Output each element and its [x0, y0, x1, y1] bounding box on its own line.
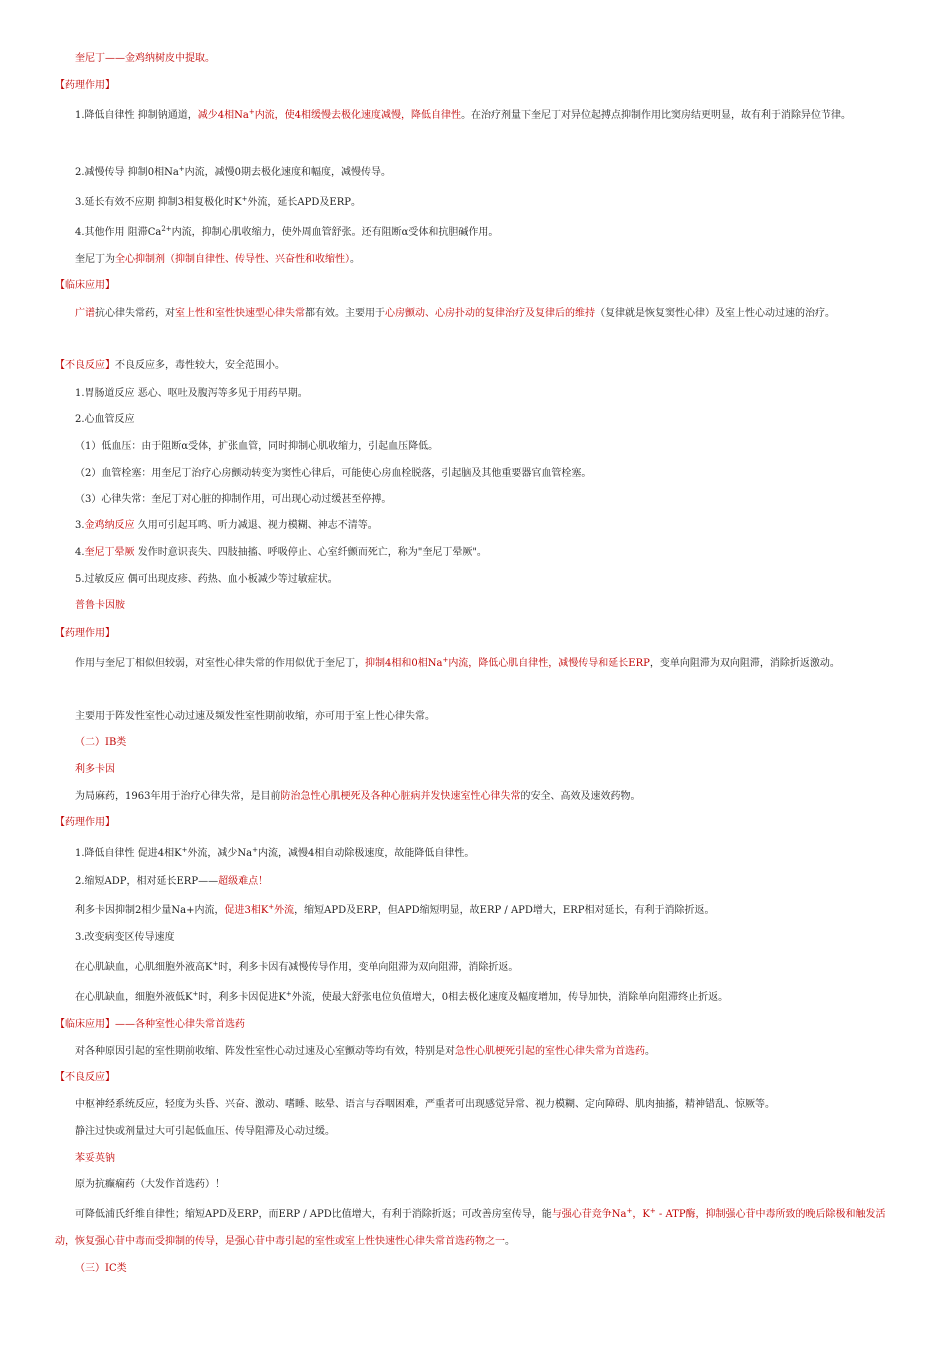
quinidine-effect-3: 3.延长有效不应期 抑制3相复极化时K+外流，延长APD及ERP。	[75, 195, 361, 208]
quinidine-adverse-5: 5.过敏反应 偶可出现皮疹、药热、血小板减少等过敏症状。	[75, 574, 338, 585]
quinidine-adverse-2c: （3）心律失常：奎尼丁对心脏的抑制作用，可出现心动过缓甚至停搏。	[75, 494, 392, 505]
quinidine-adverse-1: 1.胃肠道反应 恶心、呕吐及腹泻等多见于用药早期。	[75, 388, 308, 399]
lidocaine-clinical: 对各种原因引起的室性期前收缩、阵发性室性心动过速及心室颤动等均有效，特别是对急性心肌梗死引起的室性心律失常为首选药。	[75, 1046, 655, 1057]
lidocaine-effect-3a: 在心肌缺血，心肌细胞外液高K+时，利多卡因有减慢传导作用，变单向阻滞为双向阻滞，消除折返。	[75, 960, 519, 973]
section-heading-clinical-2: 【临床应用】——各种室性心律失常首选药	[55, 1019, 245, 1030]
phenytoin-intro: 原为抗癫痫药（大发作首选药）！	[75, 1179, 225, 1190]
lidocaine-intro: 为局麻药，1963年用于治疗心律失常，是目前防治急性心肌梗死及各种心脏病并发快速室性心律失常的安全、高效及速效药物。	[75, 791, 641, 802]
lidocaine-effect-1: 1.降低自律性 促进4相K+外流，减少Na+内流，减慢4相自动除极速度，故能降低自律性。	[75, 846, 475, 859]
quinidine-adverse-2b: （2）血管栓塞：用奎尼丁治疗心房颤动转变为窦性心律后，可能使心房血栓脱落，引起脑及其他重要器官血管栓塞。	[75, 468, 592, 479]
section-heading-adverse-2: 【不良反应】	[55, 1072, 115, 1083]
section-heading-pharmacology: 【药理作用】	[55, 80, 115, 91]
phenytoin-title: 苯妥英钠	[75, 1153, 115, 1164]
class-ib-title: （二）ⅠB类	[75, 737, 127, 748]
procainamide-title: 普鲁卡因胺	[75, 600, 125, 611]
quinidine-effect-2: 2.减慢传导 抑制0相Na+内流，减慢0期去极化速度和幅度，减慢传导。	[75, 165, 392, 178]
lidocaine-effect-2-detail: 利多卡因抑制2相少量Na+内流，促进3相K+外流，缩短APD及ERP，但APD缩短明显，故ERP / APD增大，ERP相对延长，有利于消除折返。	[75, 903, 715, 916]
quinidine-clinical: 广谱抗心律失常药，对室上性和室性快速型心律失常都有效。主要用于心房颤动、心房扑动的复律治疗及复律后的维持（复律就是恢复窦性心律）及室上性心动过速的治疗。	[75, 308, 835, 319]
lidocaine-effect-3b: 在心肌缺血，细胞外液低K+时，利多卡因促进K+外流，使最大舒张电位负值增大，0相去极化速度及幅度增加，传导加快，消除单向阻滞终止折返。	[75, 990, 729, 1003]
procainamide-effect: 作用与奎尼丁相似但较弱，对室性心律失常的作用似优于奎尼丁，抑制4相和0相Na+内流，降低心肌自律性，减慢传导和延长ERP，变单向阻滞为双向阻滞，消除折返激动。	[75, 656, 840, 669]
lidocaine-adverse-2: 静注过快或剂量过大可引起低血压、传导阻滞及心动过缓。	[75, 1126, 335, 1137]
lidocaine-adverse-1: 中枢神经系统反应，轻度为头昏、兴奋、激动、嗜睡、眩晕、语言与吞咽困难，严重者可出现感觉异常、视力模糊、定向障碍、肌肉抽搐，精神错乱、惊厥等。	[75, 1099, 775, 1110]
quinidine-adverse-4: 4.奎尼丁晕厥 发作时意识丧失、四肢抽搐、呼吸停止、心室纤颤而死亡，称为"奎尼丁晕厥"。	[75, 547, 487, 558]
section-heading-clinical: 【临床应用】	[55, 280, 115, 291]
procainamide-use: 主要用于阵发性室性心动过速及频发性室性期前收缩，亦可用于室上性心律失常。	[75, 711, 435, 722]
lidocaine-effect-2: 2.缩短ADP，相对延长ERP——超级难点！	[75, 876, 269, 887]
quinidine-adverse-heading: 【不良反应】不良反应多，毒性较大，安全范围小。	[55, 360, 285, 371]
phenytoin-effect: 可降低浦氏纤维自律性；缩短APD及ERP，而ERP / APD比值增大，有利于消除折返；可改善房室传导，能与强心苷竞争Na+，K+ - ATP酶，抑制强心苷中毒所致的晚后除极和触发活动，恢复强心苷中毒而受抑制的传导，是强心苷中毒引起的室性或室上性快速性心律失常首选药物之一。	[55, 1207, 886, 1247]
lidocaine-title: 利多卡因	[75, 764, 115, 775]
quinidine-adverse-2: 2.心血管反应	[75, 414, 135, 425]
class-ic-title: （三）ⅠC类	[75, 1263, 127, 1274]
section-heading-pharmacology-2: 【药理作用】	[55, 628, 115, 639]
section-heading-pharmacology-3: 【药理作用】	[55, 817, 115, 828]
quinidine-adverse-2a: （1）低血压：由于阻断α受体，扩张血管，同时抑制心肌收缩力，引起血压降低。	[75, 441, 439, 452]
lidocaine-effect-3: 3.改变病变区传导速度	[75, 932, 175, 943]
quinidine-adverse-3: 3.金鸡纳反应 久用可引起耳鸣、听力减退、视力模糊、神志不清等。	[75, 520, 378, 531]
quinidine-summary: 奎尼丁为全心抑制剂（抑制自律性、传导性、兴奋性和收缩性）。	[75, 254, 360, 265]
quinidine-effect-1: 1.降低自律性 抑制钠通道，减少4相Na+内流，使4相缓慢去极化速度减慢，降低自律性。在治疗剂量下奎尼丁对异位起搏点抑制作用比窦房结更明显，故有利于消除异位节律。	[75, 108, 852, 121]
quinidine-title: 奎尼丁——金鸡纳树皮中提取。	[75, 53, 215, 64]
quinidine-effect-4: 4.其他作用 阻滞$Ca^{2+}$内流，抑制心肌收缩力，使外周血管舒张。还有阻断α受体和抗胆碱作用。	[75, 225, 499, 238]
